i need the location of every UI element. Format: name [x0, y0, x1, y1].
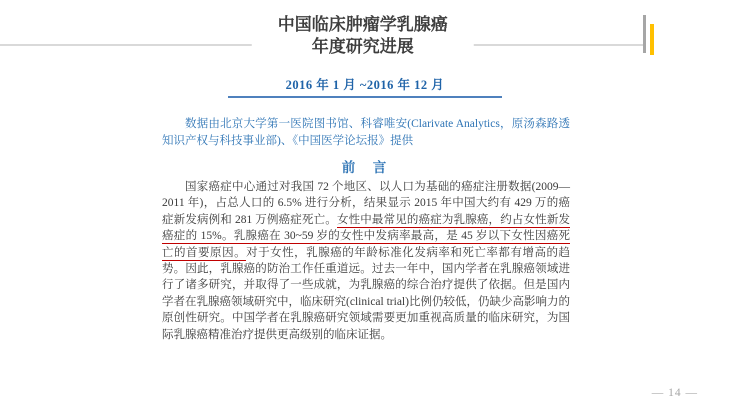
slide-title-line1: 中国临床肿瘤学乳腺癌 [277, 15, 448, 34]
slide-title-line2: 年度研究进展 [311, 37, 414, 56]
slide-title [252, 14, 474, 58]
data-source-note: 数据由北京大学第一医院图书馆、科睿唯安(Clarivate Analytics，原汤森路透知识产权与科技事业部)、《中国医学论坛报》提供 [162, 118, 570, 147]
section-heading-preface: 前 言 [341, 160, 389, 175]
date-underline-rule [228, 96, 502, 98]
date-range: 2016 年 1 月 ~2016 年 12 月 [285, 78, 445, 92]
body-highlighted-sentence: 女性中最常见的癌症为乳腺癌，约占女性新发癌症的 15%。乳腺癌在 30~59 岁的女性中发病率最高，是 45 岁以下女性因癌死亡的首要原因。 [162, 213, 571, 259]
body-part1: 国家癌症中心通过对我国 72 个地区、以人口为基础的癌症注册数据(2009—2011 年)，占总人口的 6.5% 进行分析，结果显示 2015 年中国大约有 429 万的癌症新发病例和 281 万例癌症死亡。 [162, 181, 570, 226]
preface-body-paragraph [162, 179, 570, 343]
page-number: — 14 — [651, 387, 698, 399]
body-part2: 对于女性，乳腺癌的年龄标准化发病率和死亡率都有增高的趋势。因此，乳腺癌的防治工作任重道远。过去一年中，国内学者在乳腺癌领域进行了诸多研究，并取得了一些成就，为乳腺癌的综合治疗提供了依据。但是国内学者在乳腺癌领域研究中，临床研究(clinical trial)比例仍较低，仍缺少高影响力的原创性研究。中国学者在乳腺癌研究领域需要更加重视高质量的临床研究，为国际乳腺癌精准治疗提供更高级别的临床证据。 [162, 246, 571, 341]
corner-accent-bar-yellow [650, 24, 654, 55]
corner-accent-bar-gray [643, 15, 646, 53]
